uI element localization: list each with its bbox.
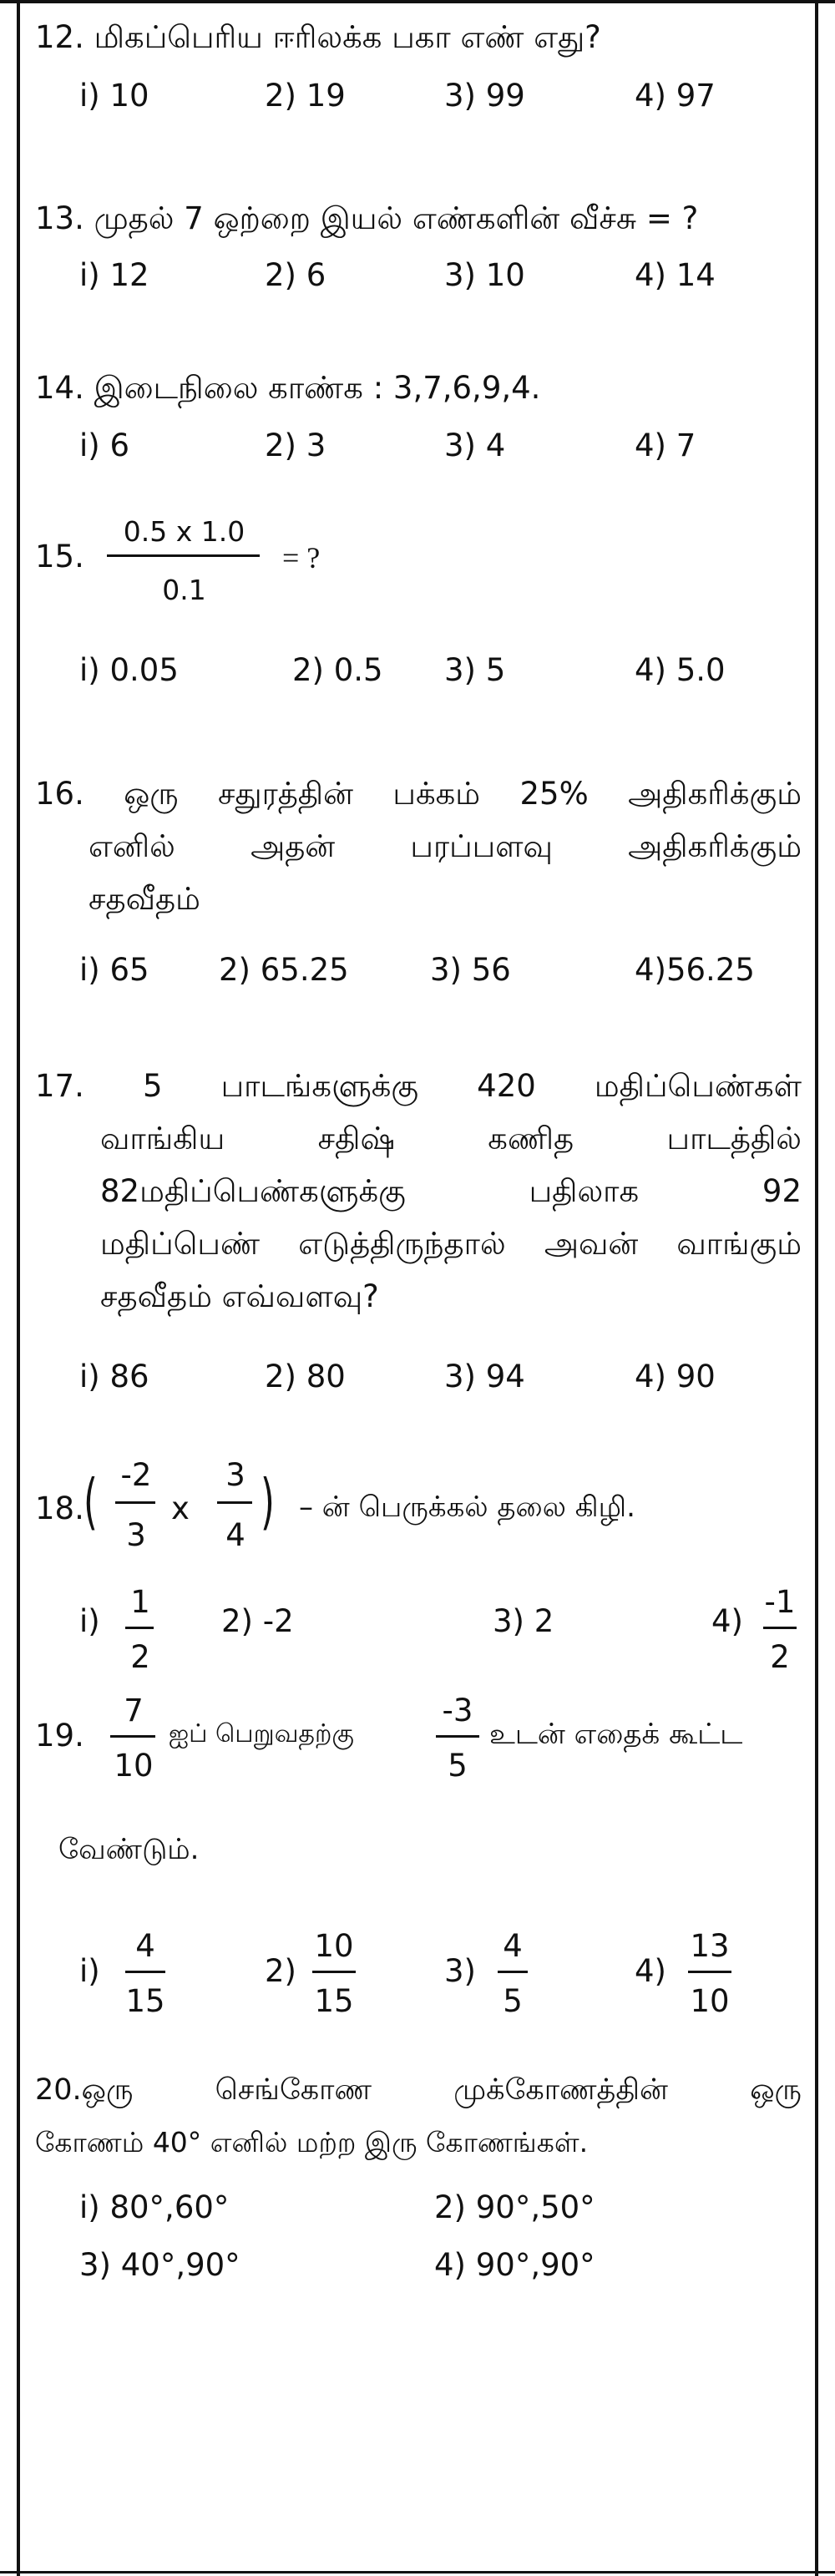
q20-option-3[interactable]: 3) 40°,90° [79, 2247, 240, 2283]
q18-times: x [171, 1490, 190, 1526]
q18-tail-text: – ன் பெருக்கல் தலை கிழி. [299, 1490, 635, 1524]
q18-option-1-bar [125, 1627, 154, 1629]
q15-option-3[interactable]: 3) 5 [444, 652, 506, 688]
q19-option-4-numerator: 13 [690, 1928, 730, 1964]
q19-option-1-label[interactable]: i) [79, 1953, 100, 1989]
q15-option-1[interactable]: i) 0.05 [79, 652, 179, 688]
q19-option-3-label[interactable]: 3) [444, 1953, 476, 1989]
q19-f1-bar [110, 1735, 155, 1738]
q17-line-2: வாங்கிய சதிஷ் கணித பாடத்தில் [100, 1121, 802, 1156]
q20-line-2: கோணம் 40° எனில் மற்ற இரு கோணங்கள். [35, 2126, 589, 2158]
q19-option-3-denominator: 5 [503, 1983, 523, 2019]
q18-option-4-bar [763, 1627, 797, 1629]
q19-f2-numerator: -3 [442, 1693, 473, 1728]
q19-option-2-numerator: 10 [314, 1928, 354, 1964]
q15-fraction-bar [107, 554, 260, 557]
q18-f1-numerator: -2 [120, 1457, 152, 1493]
question-16-text [35, 778, 802, 936]
q17-line-4: மதிப்பெண் எடுத்திருந்தால் அவன் வாங்கும் [100, 1226, 802, 1262]
q12-option-3[interactable]: 3) 99 [444, 78, 525, 114]
q19-option-2-label[interactable]: 2) [265, 1953, 296, 1989]
q19-option-1-numerator: 4 [135, 1928, 155, 1964]
q13-option-1[interactable]: i) 12 [79, 257, 149, 293]
q17-option-2[interactable]: 2) 80 [265, 1359, 346, 1394]
question-20-text [35, 2073, 802, 2181]
q18-option-4-numerator: -1 [764, 1584, 796, 1620]
q17-option-4[interactable]: 4) 90 [635, 1359, 716, 1394]
q17-line-5: சதவீதம் எவ்வளவு? [100, 1278, 379, 1314]
q14-option-2[interactable]: 2) 3 [265, 428, 326, 463]
q19-option-1-bar [125, 1971, 165, 1973]
question-13-text: 13. முதல் 7 ஒற்றை இயல் எண்களின் வீச்சு = ? [35, 200, 699, 236]
q18-left-paren: ( [84, 1466, 98, 1536]
q19-option-3-bar [498, 1971, 528, 1973]
q16-option-2[interactable]: 2) 65.25 [219, 952, 349, 988]
q17-option-1[interactable]: i) 86 [79, 1359, 149, 1394]
q18-f2-denominator: 4 [225, 1517, 245, 1553]
q19-f2-bar [436, 1735, 479, 1738]
q18-f1-denominator: 3 [126, 1517, 146, 1553]
q19-f2-denominator: 5 [448, 1748, 468, 1784]
question-14-text: 14. இடைநிலை காண்க : 3,7,6,9,4. [35, 370, 541, 406]
q16-option-3[interactable]: 3) 56 [430, 952, 511, 988]
q13-option-4[interactable]: 4) 14 [635, 257, 716, 293]
q15-equals: = ? [282, 541, 321, 574]
q18-option-1-label[interactable]: i) [79, 1603, 100, 1639]
q14-option-1[interactable]: i) 6 [79, 428, 130, 463]
q18-f1-bar [115, 1501, 155, 1504]
q16-line-1: 16. ஒரு சதுரத்தின் பக்கம் 25% அதிகரிக்கும் [35, 776, 802, 812]
question-19-number: 19. [35, 1718, 84, 1754]
question-15-number: 15. [35, 539, 84, 574]
q20-line-1: 20.ஒரு செங்கோண முக்கோணத்தின் ஒரு [35, 2073, 802, 2107]
q18-right-paren: ) [261, 1466, 275, 1536]
q17-option-3[interactable]: 3) 94 [444, 1359, 525, 1394]
question-17-text [35, 1070, 802, 1334]
q13-option-2[interactable]: 2) 6 [265, 257, 326, 293]
q16-option-4[interactable]: 4)56.25 [635, 952, 755, 988]
q18-option-4-label[interactable]: 4) [711, 1603, 743, 1639]
q19-option-2-bar [312, 1971, 356, 1973]
q15-option-2[interactable]: 2) 0.5 [292, 652, 383, 688]
q17-line-3: 82மதிப்பெண்களுக்கு பதிலாக 92 [100, 1173, 802, 1209]
q19-mid-text: ஐப் பெறுவதற்கு [169, 1719, 354, 1749]
q16-line-3: சதவீதம் [89, 881, 200, 917]
q19-option-2-denominator: 15 [314, 1983, 354, 2019]
q20-option-2[interactable]: 2) 90°,50° [434, 2189, 595, 2225]
q12-option-1[interactable]: i) 10 [79, 78, 149, 114]
q18-option-1-numerator: 1 [130, 1584, 150, 1620]
border-left [17, 0, 20, 2576]
q18-f2-numerator: 3 [225, 1457, 245, 1493]
q19-line-2: வேண்டும். [58, 1833, 200, 1866]
q19-tail-text: உடன் எதைக் கூட்ட [489, 1718, 743, 1751]
q19-option-1-denominator: 15 [125, 1983, 165, 2019]
q19-option-3-numerator: 4 [503, 1928, 523, 1964]
q18-option-4-denominator: 2 [770, 1639, 790, 1675]
q19-option-4-denominator: 10 [690, 1983, 730, 2019]
q19-option-4-label[interactable]: 4) [635, 1953, 666, 1989]
q15-numerator: 0.5 x 1.0 [123, 515, 245, 548]
border-right [815, 0, 818, 2576]
q15-denominator: 0.1 [162, 574, 206, 606]
q12-option-2[interactable]: 2) 19 [265, 78, 346, 114]
q18-option-1-denominator: 2 [130, 1639, 150, 1675]
q18-option-3[interactable]: 3) 2 [493, 1603, 554, 1639]
q19-f1-denominator: 10 [114, 1748, 154, 1784]
q12-option-4[interactable]: 4) 97 [635, 78, 716, 114]
border-top [0, 0, 835, 3]
border-bottom [0, 2571, 835, 2573]
q16-option-1[interactable]: i) 65 [79, 952, 149, 988]
q20-option-4[interactable]: 4) 90°,90° [434, 2247, 595, 2283]
q14-option-4[interactable]: 4) 7 [635, 428, 696, 463]
q18-f2-bar [217, 1501, 252, 1504]
q13-option-3[interactable]: 3) 10 [444, 257, 525, 293]
question-12-text: 12. மிகப்பெரிய ஈரிலக்க பகா எண் எது? [35, 19, 601, 55]
q15-option-4[interactable]: 4) 5.0 [635, 652, 726, 688]
q19-f1-numerator: 7 [124, 1693, 144, 1728]
q17-line-1: 17. 5 பாடங்களுக்கு 420 மதிப்பெண்கள் [35, 1068, 802, 1104]
q20-option-1[interactable]: i) 80°,60° [79, 2189, 230, 2225]
q16-line-2: எனில் அதன் பரப்பளவு அதிகரிக்கும் [89, 828, 802, 864]
question-18-number: 18. [35, 1490, 84, 1526]
q18-option-2[interactable]: 2) -2 [221, 1603, 294, 1639]
q14-option-3[interactable]: 3) 4 [444, 428, 506, 463]
q19-option-4-bar [688, 1971, 731, 1973]
